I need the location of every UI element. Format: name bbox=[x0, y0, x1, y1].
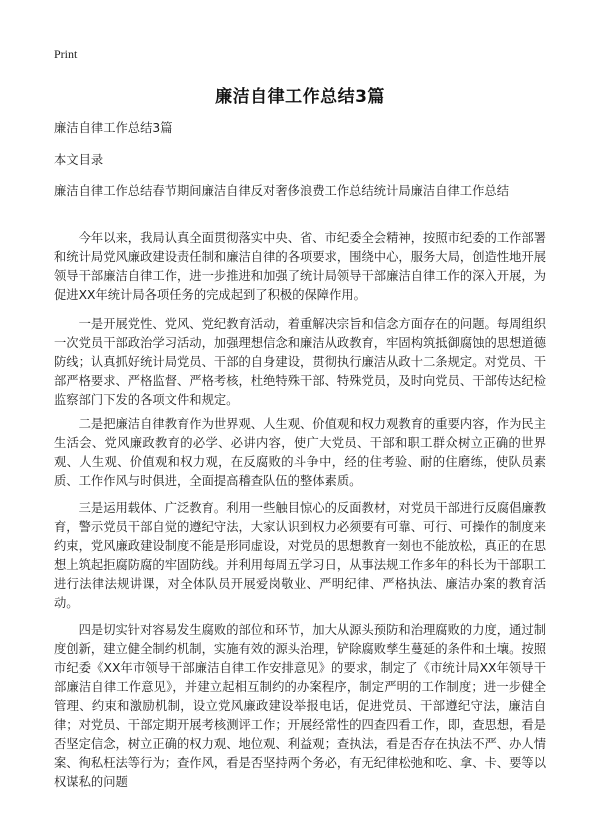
document-subtitle: 廉洁自律工作总结3篇 bbox=[54, 121, 173, 135]
page-title: 廉洁自律工作总结3篇 bbox=[215, 87, 385, 107]
paragraph-four: 四是切实针对容易发生腐败的部位和环节，加大从源头预防和治理腐败的力度，通过制度创新，建立健全制约机制，实施有效的源头治理，铲除腐败孳生蔓延的条件和土壤。按照市纪委《XX年市领导干部廉洁自律工作安排意见》的要求，制定了《市统计局XX年领导干部廉洁自律工作意见》，并建立起相互制约的办案程序，制定严明的工作制度；进一步健全管理、约束和激励机制，设立党风廉政建设举报电话，促进党员、干部遵纪守法，廉洁自律；对党员、干部定期开展考核测评工作；开展经常性的四查四看工作，即，查思想，看是否坚定信念，树立正确的权力观、地位观、利益观；查执法，看是否存在执法不严、办人情案、徇私枉法等行为；查作风，看是否坚持两个务必，有无纪律松弛和吃、拿、卡、要等以权谋私的问题 bbox=[54, 623, 546, 789]
print-link[interactable]: Print bbox=[54, 47, 78, 61]
paragraph-three: 三是运用载体、广泛教育。利用一些触目惊心的反面教材，对党员干部进行反腐倡廉教育，警示党员干部自觉的遵纪守法，大家认识到权力必须要有可靠、可行、可操作的制度来约束，党风廉政建设制度不能是形同虚设，对党员的思想教育一刻也不能放松，真正的在思想上筑起拒腐防腐的牢固防线。并利用每周五学习日，从事法规工作多年的科长为干部职工进行法律法规讲课，对全体队员开展爱岗敬业、严明纪律、严格执法、廉洁办案的教育活动。 bbox=[54, 501, 546, 610]
paragraph-one: 一是开展党性、党风、党纪教育活动，着重解决宗旨和信念方面存在的问题。每周组织一次党员干部政治学习活动，加强理想信念和廉洁从政教育，牢固构筑抵御腐蚀的思想道德防线；认真抓好统计局党员、干部的自身建设，贯彻执行廉洁从政十二条规定。对党员、干部严格要求、严格监督、严格考核，杜绝特殊干部、特殊党员，及时向党员、干部传达纪检监察部门下发的各项文件和规定。 bbox=[54, 317, 546, 407]
paragraph-intro: 今年以来，我局认真全面贯彻落实中央、省、市纪委全会精神，按照市纪委的工作部署和统计局党风廉政建设责任制和廉洁自律的各项要求，围绕中心，服务大局，创造性地开展领导干部廉洁自律工作，进一步推进和加强了统计局领导干部廉洁自律工作的深入开展，为促进XX年统计局各项任务的完成起到了积极的保障作用。 bbox=[54, 231, 546, 302]
paragraph-two: 二是把廉洁自律教育作为世界观、人生观、价值观和权力观教育的重要内容，作为民主生活会、党风廉政教育的必学、必讲内容，使广大党员、干部和职工群众树立正确的世界观、人生观、价值观和权力观，在反腐败的斗争中，经的住考验、耐的住磨练，使队员素质、工作作风与时俱进，全面提高稽查队伍的整体素质。 bbox=[54, 417, 546, 488]
toc-label: 本文目录 bbox=[54, 153, 104, 167]
toc-entries: 廉洁自律工作总结春节期间廉洁自律反对奢侈浪费工作总结统计局廉洁自律工作总结 bbox=[54, 184, 509, 198]
